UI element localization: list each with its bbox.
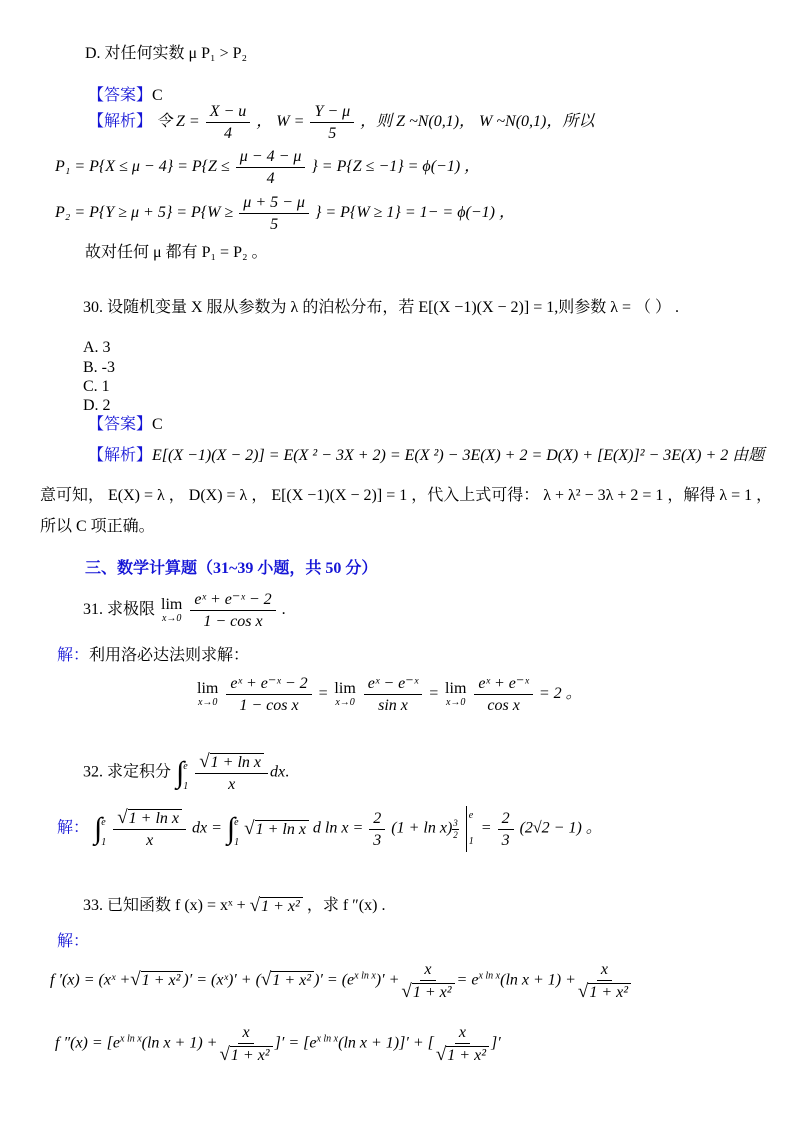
integral-limits: [183, 757, 189, 792]
equals-sign: =: [428, 685, 440, 703]
fraction-numerator: x: [238, 1023, 253, 1044]
analysis-label: 【解析】: [88, 447, 153, 464]
fraction-denominator: [436, 1044, 489, 1065]
text-fragment: .: [281, 601, 286, 619]
limit-subscript: x→0: [161, 612, 182, 624]
radicand: 1 + x²: [412, 983, 455, 1002]
answer-label: 【答案】: [88, 87, 153, 104]
fraction-numerator: eˣ − e⁻ˣ: [364, 674, 422, 695]
limit-operator: [334, 681, 355, 708]
fraction-denominator: [578, 981, 631, 1002]
radical-sign: √: [401, 980, 412, 1002]
fraction: [308, 102, 356, 143]
integral-lower: 1: [183, 780, 189, 792]
fraction-denominator: x: [228, 775, 236, 793]
solution-line-32: [57, 806, 602, 852]
math-fragment: P₁ = P{X ≤ μ − 4} = P{Z ≤: [55, 158, 230, 176]
integral-lower: 1: [234, 837, 240, 848]
radical-sign: √: [117, 806, 128, 828]
fraction-denominator: 4: [266, 170, 275, 187]
question-31-stem: [83, 590, 286, 631]
option-b: B. -3: [83, 359, 115, 376]
exponent-denominator: 2: [453, 829, 458, 840]
fraction-numerator: X − u: [206, 102, 251, 123]
conclusion-line-29: 故对任何 μ 都有 P₁ = P₂ 。: [85, 244, 268, 261]
fraction-numerator: 2: [498, 809, 514, 830]
limit-word: lim: [445, 679, 467, 697]
answer-value: C: [152, 416, 163, 433]
fraction: [367, 809, 387, 850]
fraction-denominator: 5: [270, 216, 279, 233]
math-fragment: dx =: [192, 819, 222, 837]
solution-label-33: [57, 932, 89, 952]
fraction: [576, 960, 633, 1002]
radicand: 1 + x²: [141, 971, 184, 990]
fraction-numerator: Y − μ: [310, 102, 354, 123]
analysis-label: 【解析】: [88, 113, 153, 131]
integral-sign: [94, 812, 107, 848]
math-fragment: } = P{Z ≤ −1} = ϕ(−1) ，: [311, 158, 481, 176]
analysis-line-30-2: 意可知， E(X) = λ ， D(X) = λ ， E[(X −1)(X − 2)] = 1 ，代入上式可得： λ + λ² − 3λ + 2 = 1 ，解得 λ = 1 ，: [40, 487, 773, 504]
math-fragment: f ′(x) = (xˣ +: [50, 971, 131, 989]
derivative-line-1: [50, 960, 633, 1002]
answer-line-30: [88, 415, 163, 435]
section-heading: 三、数学计算题（31~39 小题，共 50 分）: [85, 560, 378, 577]
question-33-stem: [83, 896, 385, 916]
fraction: [234, 147, 308, 188]
text-fragment: 33. 已知函数 f (x) = xˣ +: [83, 897, 246, 914]
square-root: [219, 1043, 272, 1065]
fraction-numerator: eˣ + e⁻ˣ − 2: [226, 674, 311, 695]
fraction-numerator: 2: [369, 809, 385, 830]
exponent: x ln x: [478, 970, 501, 982]
radicand: 1 + ln x: [128, 809, 182, 828]
fraction-numerator: μ + 5 − μ: [239, 193, 309, 214]
fraction-denominator: [219, 1044, 272, 1065]
evaluation-upper: e: [468, 810, 474, 821]
result-fragment: (2√2 − 1) 。: [519, 819, 602, 837]
radicand: 1 + x²: [271, 971, 314, 990]
fraction: [188, 590, 277, 631]
square-root: [117, 806, 182, 828]
math-fragment: (ln x + 1) +: [141, 1034, 218, 1052]
integral-limits: [234, 813, 240, 848]
fraction-numerator: eˣ + e⁻ˣ: [474, 674, 532, 695]
fraction-numerator: x: [420, 960, 435, 981]
radicand: 1 + x²: [230, 1046, 273, 1065]
radicand: 1 + ln x: [255, 820, 309, 839]
solve-label: 解：: [57, 933, 90, 950]
limit-subscript: x→0: [445, 696, 466, 708]
evaluation-lower: 1: [468, 836, 474, 847]
integral-glyph: ∫: [176, 755, 185, 789]
square-root: [244, 817, 309, 839]
integral-upper: e: [183, 760, 188, 772]
text-fragment: 32. 求定积分: [83, 763, 172, 781]
square-root: [249, 894, 303, 916]
formula-p1: [55, 147, 480, 188]
option-c: C. 1: [83, 378, 110, 395]
limit-subscript: x→0: [335, 696, 355, 708]
fraction-numerator: [113, 808, 186, 830]
fraction: [193, 752, 270, 794]
integral-glyph: ∫: [94, 812, 103, 845]
option-d-line: D. 对任何实数 μ P₁ > P₂: [85, 45, 248, 62]
radical-sign: √: [219, 1043, 230, 1065]
fraction: [472, 674, 534, 715]
math-fragment: (ln x + 1) +: [500, 971, 576, 989]
exponent-numerator: 3: [453, 818, 458, 829]
fraction: [111, 808, 188, 850]
fraction-numerator: [195, 752, 268, 774]
differential: dx: [270, 763, 286, 781]
text-fragment: 利用洛必达法则求解：: [89, 647, 250, 664]
fraction-denominator: 4: [224, 125, 232, 142]
fraction-numerator: eˣ + e⁻ˣ − 2: [190, 590, 275, 611]
limit-operator: [197, 681, 218, 708]
fraction: [237, 193, 311, 234]
limit-word: lim: [334, 679, 356, 697]
radical-sign: √: [244, 817, 255, 839]
fraction: [496, 809, 516, 850]
limit-equation-31: [195, 674, 582, 715]
math-fragment: E[(X −1)(X − 2)] = E(X ² − 3X + 2) = E(X ²) − 3E(X) + 2 = D(X) + [E(X)]² − 3E(X) + 2 由题: [152, 447, 765, 464]
formula-p2: [55, 193, 515, 234]
text-fragment: 31. 求极限: [83, 601, 156, 619]
option-a: A. 3: [83, 339, 111, 356]
integral-lower: 1: [101, 837, 107, 848]
radicand: 1 + x²: [260, 897, 303, 916]
radical-sign: √: [435, 1043, 447, 1065]
exponent-fraction: [452, 818, 459, 840]
math-fragment: ，则 Z ~N(0,1)， W ~N(0,1)，所以: [360, 113, 595, 131]
radical-sign: √: [130, 969, 141, 991]
square-root: [401, 980, 454, 1002]
integral-upper: e: [234, 817, 239, 828]
radicand: 1 + ln x: [210, 753, 264, 772]
solve-label: 解：: [57, 647, 90, 664]
equals-sign: =: [317, 685, 329, 703]
integral-limits: [101, 813, 107, 848]
math-fragment: )′ = (e: [314, 971, 355, 989]
integral-sign: [226, 812, 240, 848]
math-fragment: )′ = (xˣ)′ + (: [183, 971, 261, 989]
text-fragment: ，求 f ″(x) .: [306, 897, 386, 914]
square-root: [199, 750, 264, 772]
evaluation-bar: [466, 806, 474, 852]
math-fragment: f ″(x) = [e: [55, 1034, 120, 1052]
radicand: 1 + x²: [588, 983, 631, 1002]
option-d: D. 2: [83, 397, 111, 414]
equals-sign: =: [480, 819, 492, 837]
exponent: x ln x: [316, 1033, 339, 1045]
square-root: [261, 971, 314, 990]
math-fragment: )′ +: [375, 971, 400, 989]
fraction: [362, 674, 424, 715]
limit-word: lim: [197, 679, 219, 697]
math-fragment: P₂ = P{Y ≥ μ + 5} = P{W ≥: [55, 204, 234, 222]
fraction: [434, 1023, 491, 1065]
fraction-denominator: sin x: [378, 697, 408, 714]
radicand: 1 + x²: [446, 1046, 489, 1065]
fraction-numerator: x: [597, 960, 612, 981]
radical-sign: √: [199, 750, 210, 772]
question-30-stem: 30. 设随机变量 X 服从参数为 λ 的泊松分布，若 E[(X −1)(X − 2)] = 1,则参数 λ = （ ） .: [83, 299, 680, 316]
math-fragment: } = P{W ≥ 1} = 1− = ϕ(−1) ，: [314, 204, 515, 222]
fraction-denominator: 1 − cos x: [203, 613, 263, 630]
square-root: [435, 1043, 489, 1065]
derivative-line-2: [55, 1023, 501, 1065]
limit-subscript: x→0: [197, 696, 218, 708]
fraction: [224, 674, 313, 715]
integral-glyph: ∫: [226, 812, 236, 845]
math-fragment: ]′: [491, 1034, 501, 1052]
answer-label: 【答案】: [88, 416, 153, 433]
fraction-denominator: [401, 981, 454, 1002]
radical-sign: √: [249, 894, 261, 916]
analysis-line-29: [88, 102, 594, 143]
analysis-line-30-1: [88, 446, 764, 466]
fraction-denominator: 5: [328, 125, 337, 142]
fraction-denominator: 1 − cos x: [239, 697, 299, 714]
answer-value: C: [152, 87, 163, 104]
math-fragment: (ln x + 1)]′ + [: [338, 1034, 434, 1052]
exponent: x ln x: [120, 1033, 142, 1045]
fraction-numerator: x: [455, 1023, 470, 1044]
fraction: [217, 1023, 274, 1065]
fraction-numerator: μ − 4 − μ: [236, 147, 306, 168]
integral-sign: [176, 755, 189, 792]
fraction: [399, 960, 456, 1002]
exponent: x ln x: [354, 970, 376, 982]
math-fragment: ]′ = [e: [274, 1034, 317, 1052]
integral-upper: e: [101, 817, 106, 828]
square-root: [577, 980, 631, 1002]
solve-label: 解：: [57, 819, 90, 837]
question-32-stem: [83, 752, 289, 794]
math-fragment: 令 Z =: [156, 113, 200, 131]
text-fragment: .: [285, 763, 290, 781]
math-fragment: (1 + ln x): [391, 819, 453, 837]
math-fragment: = e: [456, 971, 479, 989]
fraction-denominator: 3: [501, 831, 510, 849]
result-fragment: = 2 。: [538, 685, 582, 703]
square-root: [130, 971, 183, 990]
fraction: [204, 102, 253, 143]
limit-operator: [161, 597, 182, 624]
fraction-denominator: 3: [373, 831, 382, 849]
radical-sign: √: [260, 969, 272, 991]
limit-operator: [445, 681, 466, 708]
analysis-line-30-3: 所以 C 项正确。: [40, 518, 155, 535]
fraction-denominator: cos x: [487, 697, 520, 714]
math-fragment: ， W =: [256, 113, 305, 131]
radical-sign: √: [577, 980, 589, 1002]
fraction-denominator: x: [146, 831, 154, 849]
limit-word: lim: [161, 595, 183, 613]
solution-line-31: [57, 646, 249, 666]
math-fragment: d ln x =: [312, 819, 364, 837]
